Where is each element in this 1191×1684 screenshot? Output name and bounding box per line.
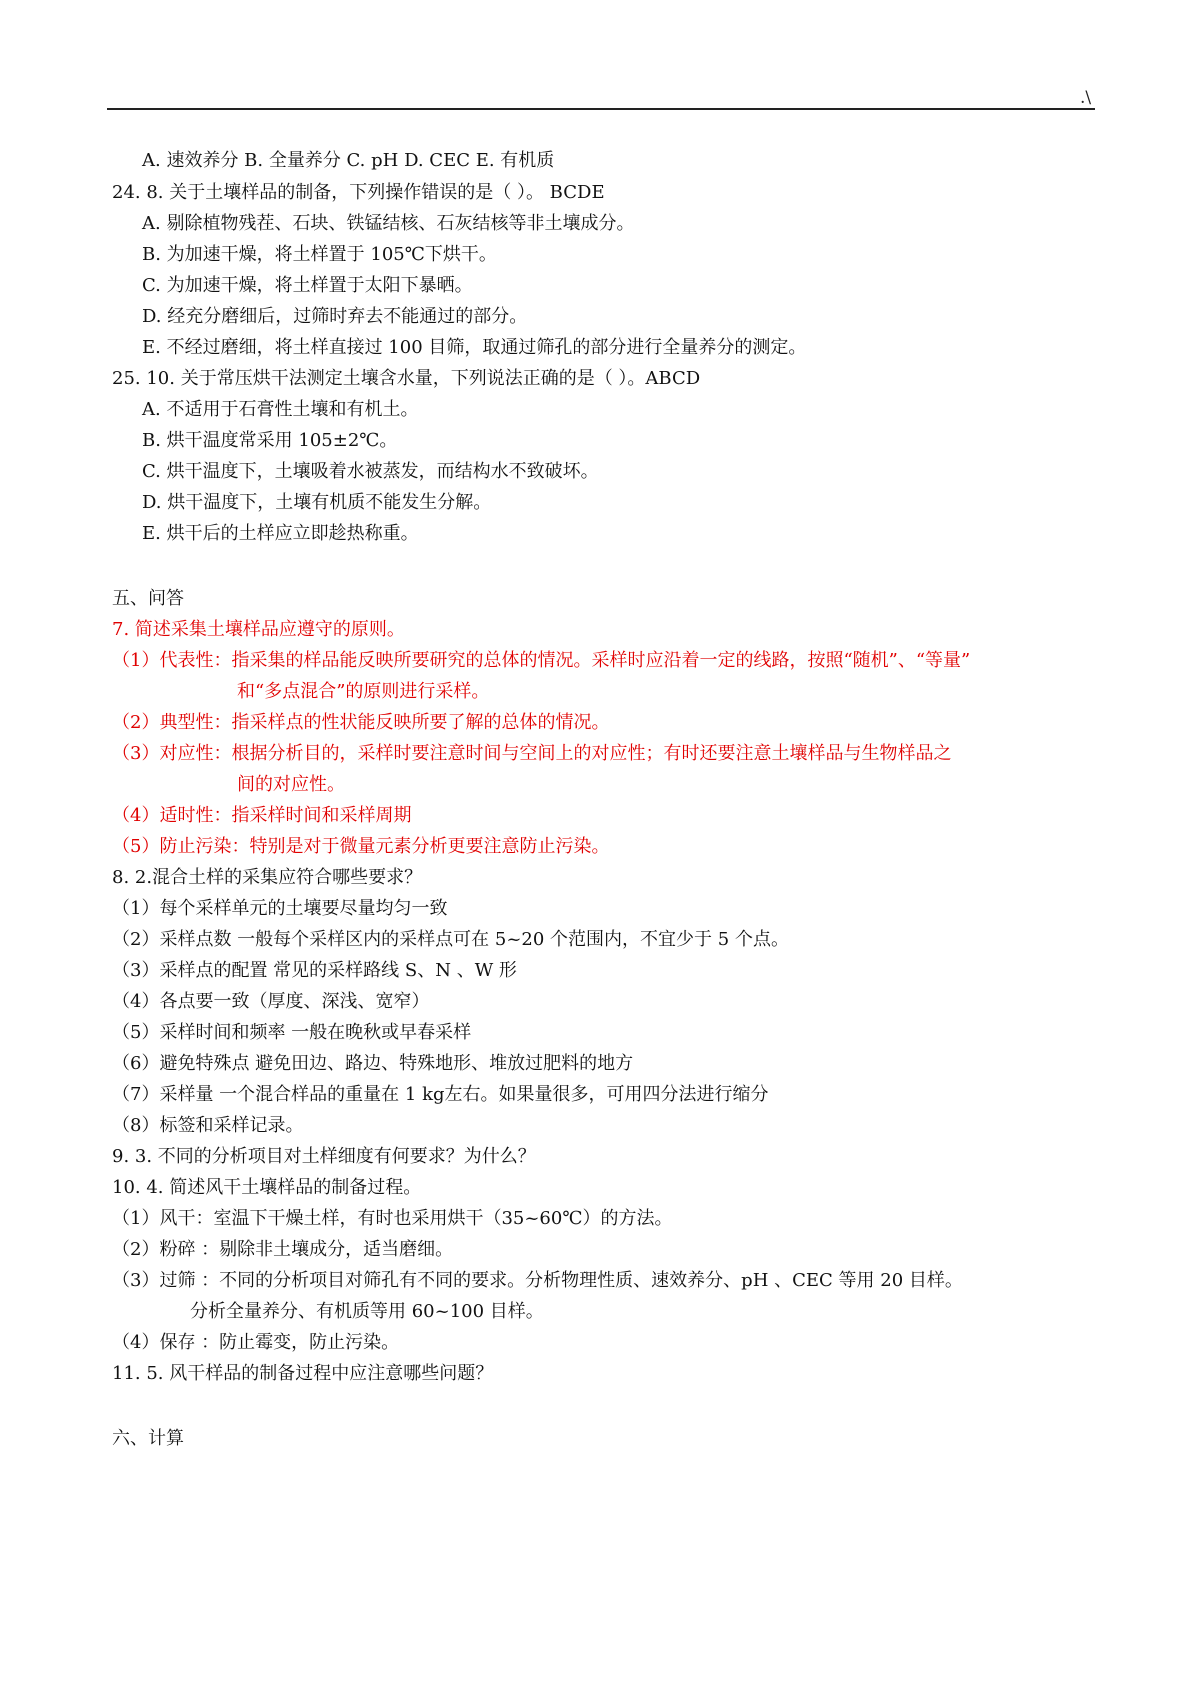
q24-option-e: E. 不经过磨细，将土样直接过 100 目筛，取通过筛孔的部分进行全量养分的测定。 [142, 337, 807, 358]
q7-title: 7. 简述采集土壤样品应遵守的原则。 [112, 619, 405, 640]
q10-item-3: （3）过筛 ：不同的分析项目对筛孔有不同的要求。分析物理性质、速效养分、pH 、CEC 等用 20 目样。 [112, 1270, 963, 1291]
q10-title: 10. 4. 简述风干土壤样品的制备过程。 [112, 1177, 422, 1198]
q24-stem: 24. 8. 关于土壤样品的制备，下列操作错误的是（ ）。 BCDE [112, 182, 605, 203]
q10-item-2: （2）粉碎 ：剔除非土壤成分，适当磨细。 [112, 1239, 454, 1260]
q7-point-1: （1）代表性：指采集的样品能反映所要研究的总体的情况。采样时应沿着一定的线路，按照“随机”、“等量” [112, 650, 971, 671]
q7-point-4: （4）适时性：指采样时间和采样周期 [112, 805, 412, 826]
q10-item-4: （4）保存 ：防止霉变，防止污染。 [112, 1332, 400, 1353]
section6-title: 六、计算 [112, 1428, 184, 1449]
q25-option-c: C. 烘干温度下，土壤吸着水被蒸发，而结构水不致破坏。 [142, 461, 599, 482]
q10-item-3-cont: 分析全量养分、有机质等用 60~100 目样。 [190, 1301, 544, 1322]
header-rule [107, 108, 1095, 110]
q7-point-3-cont: 间的对应性。 [237, 774, 345, 795]
q7-point-2: （2）典型性：指采样点的性状能反映所要了解的总体的情况。 [112, 712, 610, 733]
q24-option-b: B. 为加速干燥，将土样置于 105℃下烘干。 [142, 244, 497, 265]
q7-point-1-cont: 和“多点混合”的原则进行采样。 [237, 681, 490, 702]
q7-point-3: （3）对应性：根据分析目的，采样时要注意时间与空间上的对应性；有时还要注意土壤样品与生物样品之 [112, 743, 952, 764]
q7-point-5: （5）防止污染：特别是对于微量元素分析更要注意防止污染。 [112, 836, 610, 857]
q25-option-e: E. 烘干后的土样应立即趁热称重。 [142, 523, 419, 544]
q25-option-b: B. 烘干温度常采用 105±2℃。 [142, 430, 398, 451]
q9-title: 9. 3. 不同的分析项目对土样细度有何要求？为什么？ [112, 1146, 536, 1167]
q25-option-d: D. 烘干温度下，土壤有机质不能发生分解。 [142, 492, 492, 513]
q10-item-1: （1）风干：室温下干燥土样，有时也采用烘干（35~60℃）的方法。 [112, 1208, 673, 1229]
q8-item-8: （8）标签和采样记录。 [112, 1115, 304, 1136]
q8-item-4: （4）各点要一致（厚度、深浅、宽窄） [112, 991, 430, 1012]
q8-item-6: （6）避免特殊点 避免田边、路边、特殊地形、堆放过肥料的地方 [112, 1053, 634, 1074]
q8-title: 8. 2.混合土样的采集应符合哪些要求？ [112, 867, 423, 888]
q8-item-5: （5）采样时间和频率 一般在晚秋或早春采样 [112, 1022, 472, 1043]
q8-item-1: （1）每个采样单元的土壤要尽量均匀一致 [112, 898, 448, 919]
q8-item-3: （3）采样点的配置 常见的采样路线 S、N 、W 形 [112, 960, 517, 981]
q23-options: A. 速效养分 B. 全量养分 C. pH D. CEC E. 有机质 [142, 150, 555, 171]
q24-option-d: D. 经充分磨细后，过筛时弃去不能通过的部分。 [142, 306, 528, 327]
q11-title: 11. 5. 风干样品的制备过程中应注意哪些问题？ [112, 1363, 494, 1384]
section5-title: 五、问答 [112, 588, 184, 609]
q25-option-a: A. 不适用于石膏性土壤和有机土。 [142, 399, 419, 420]
q24-option-a: A. 剔除植物残茬、石块、铁锰结核、石灰结核等非土壤成分。 [142, 213, 635, 234]
q8-item-2: （2）采样点数 一般每个采样区内的采样点可在 5~20 个范围内，不宜少于 5 个点。 [112, 929, 789, 950]
q24-option-c: C. 为加速干燥，将土样置于太阳下暴晒。 [142, 275, 473, 296]
q25-stem: 25. 10. 关于常压烘干法测定土壤含水量，下列说法正确的是（ ）。ABCD [112, 368, 701, 389]
q8-item-7: （7）采样量 一个混合样品的重量在 1 kg左右。如果量很多，可用四分法进行缩分 [112, 1084, 769, 1105]
header-mark: .\ [1080, 88, 1092, 108]
